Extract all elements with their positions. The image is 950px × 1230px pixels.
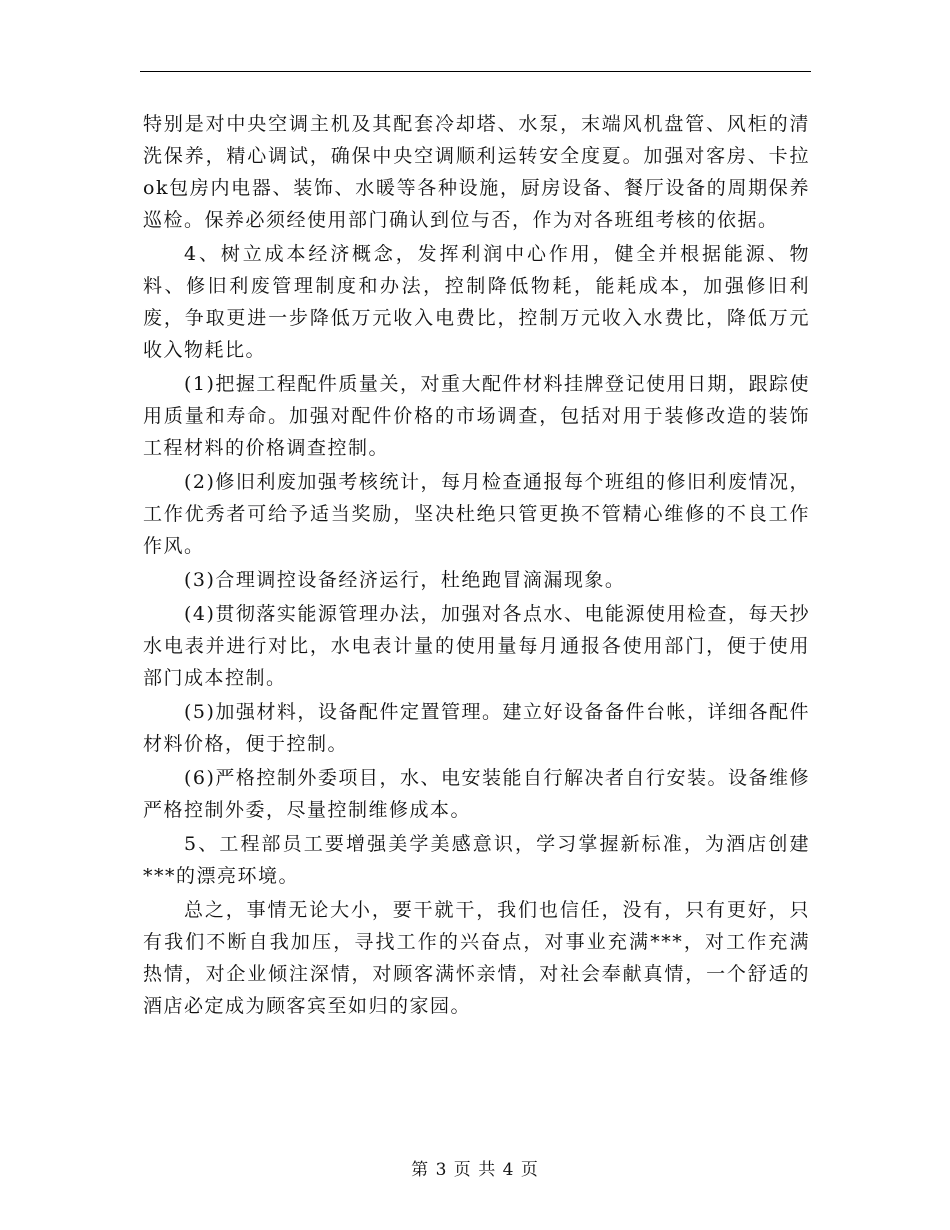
- paragraph-6: (4)贯彻落实能源管理办法，加强对各点水、电能源使用检查，每天抄水电表并进行对比，水电表计量的使用量每月通报各使用部门，便于使用部门成本控制。: [143, 603, 810, 689]
- paragraph-2: 4、树立成本经济概念，发挥利润中心作用，健全并根据能源、物料、修旧利废管理制度和办法，控制降低物耗，能耗成本，加强修旧利废，争取更进一步降低万元收入电费比，控制万元收入水费比，降低万元收入物耗比。: [143, 243, 810, 361]
- paragraph-3: (1)把握工程配件质量关，对重大配件材料挂牌登记使用日期，跟踪使用质量和寿命。加强对配件价格的市场调查，包括对用于装修改造的装饰工程材料的价格调查控制。: [143, 373, 810, 459]
- header-rule: [140, 71, 811, 72]
- paragraph-1: 特别是对中央空调主机及其配套冷却塔、水泵，末端风机盘管、风柜的清洗保养，精心调试，确保中央空调顺利运转安全度夏。加强对客房、卡拉ok包房内电器、装饰、水暖等各种设施，厨房设备、餐厅设备的周期保养巡检。保养必须经使用部门确认到位与否，作为对各班组考核的依据。: [143, 113, 810, 231]
- document-body: [143, 108, 810, 1024]
- page-footer: [0, 1155, 950, 1180]
- paragraph-9: 5、工程部员工要增强美学美感意识，学习掌握新标准，为酒店创建***的漂亮环境。: [143, 833, 810, 887]
- paragraph-5: (3)合理调控设备经济运行，杜绝跑冒滴漏现象。: [184, 569, 626, 591]
- paragraph-10: 总之，事情无论大小，要干就干，我们也信任，没有，只有更好，只有我们不断自我加压，寻找工作的兴奋点，对事业充满***，对工作充满热情，对企业倾注深情，对顾客满怀亲情，对社会奉献真情，一个舒适的酒店必定成为顾客宾至如归的家园。: [143, 899, 810, 1017]
- paragraph-4: (2)修旧利废加强考核统计，每月检查通报每个班组的修旧利废情况，工作优秀者可给予适当奖励，坚决杜绝只管更换不管精心维修的不良工作作风。: [143, 471, 810, 557]
- page-number-label: 第 3 页 共 4 页: [411, 1160, 539, 1180]
- paragraph-7: (5)加强材料，设备配件定置管理。建立好设备备件台帐，详细各配件材料价格，便于控制。: [143, 701, 810, 755]
- paragraph-8: (6)严格控制外委项目，水、电安装能自行解决者自行安装。设备维修严格控制外委，尽量控制维修成本。: [143, 767, 810, 821]
